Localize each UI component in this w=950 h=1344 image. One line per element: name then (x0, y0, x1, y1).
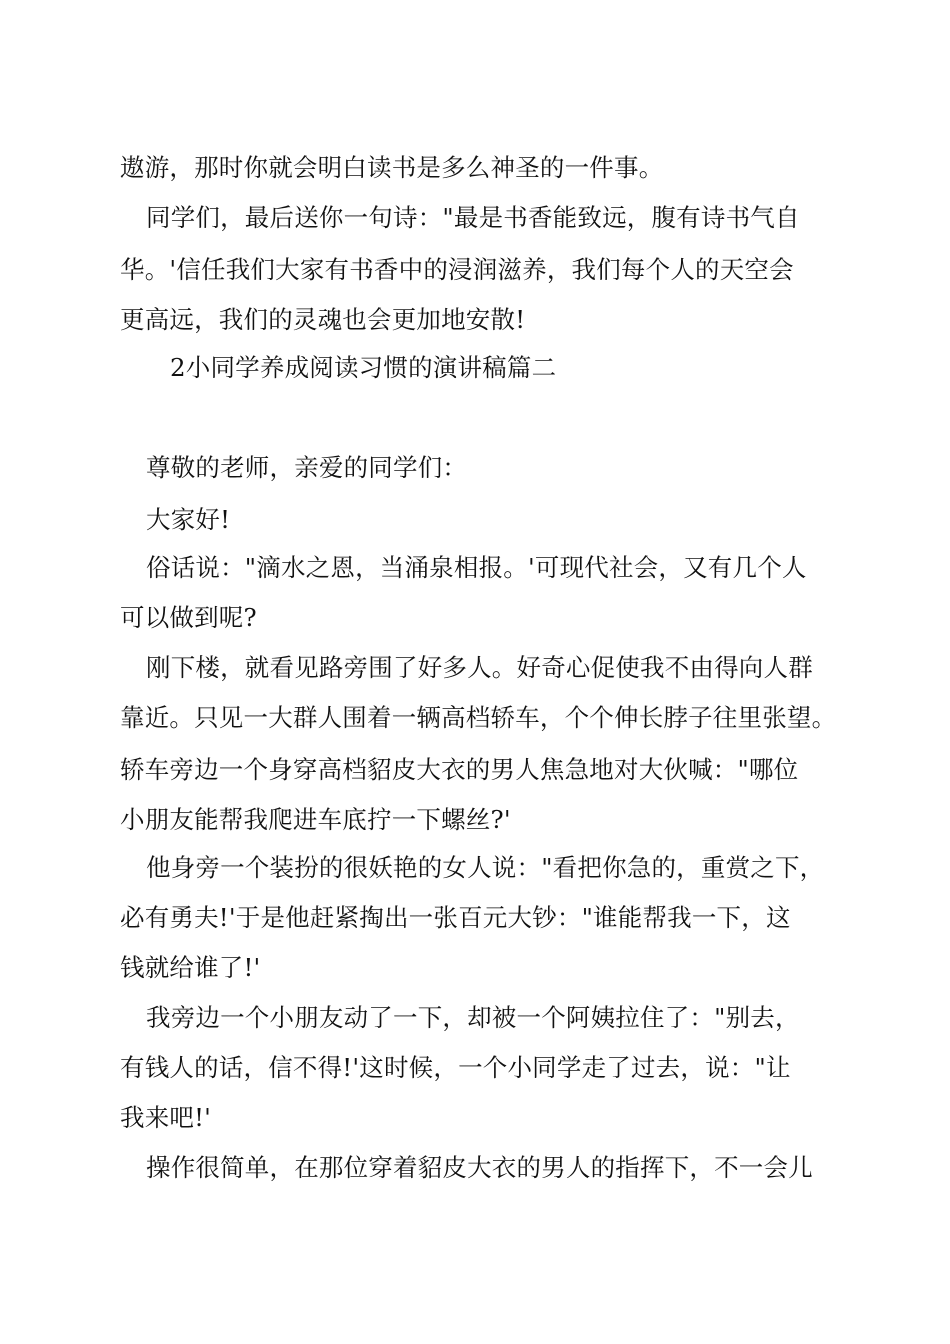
text-line-11: 靠近。只见一大群人围着一辆高档轿车，个个伸长脖子往里张望。 (120, 703, 837, 732)
text-line-16: 钱就给谁了!' (120, 953, 261, 982)
text-line-18: 有钱人的话，信不得!'这时候，一个小同学走了过去，说："让 (120, 1053, 791, 1082)
text-line-10: 刚下楼，就看见路旁围了好多人。好奇心促使我不由得向人群 (146, 653, 813, 682)
text-line-19: 我来吧!' (120, 1103, 212, 1132)
text-line-13: 小朋友能帮我爬进车底拧一下螺丝?' (120, 805, 511, 834)
text-line-17: 我旁边一个小朋友动了一下，却被一个阿姨拉住了："别去， (146, 1003, 800, 1032)
text-line-20: 操作很简单，在那位穿着貂皮大衣的男人的指挥下，不一会儿 (146, 1153, 813, 1182)
hello-line: 大家好! (146, 505, 231, 534)
text-line-12: 轿车旁边一个身穿高档貂皮大衣的男人焦急地对大伙喊："哪位 (120, 755, 799, 784)
text-line-14: 他身旁一个装扮的很妖艳的女人说："看把你急的，重赏之下， (146, 853, 825, 882)
text-line-9: 可以做到呢? (120, 603, 257, 632)
text-line-8: 俗话说："滴水之恩，当涌泉相报。'可现代社会，又有几个人 (146, 553, 807, 582)
section-heading: 2小同学养成阅读习惯的演讲稿篇二 (170, 353, 557, 382)
text-line-4: 更高远，我们的灵魂也会更加地安散! (120, 305, 526, 334)
greeting-line: 尊敬的老师，亲爱的同学们： (146, 453, 468, 482)
text-line-2: 同学们，最后送你一句诗："最是书香能致远，腹有诗书气自 (146, 203, 800, 232)
text-line-1: 遨游，那时你就会明白读书是多么神圣的一件事。 (120, 153, 664, 182)
text-line-3: 华。'信任我们大家有书香中的浸润滋养，我们每个人的天空会 (120, 255, 794, 284)
text-line-15: 必有勇夫!'于是他赶紧掏出一张百元大钞："谁能帮我一下，这 (120, 903, 791, 932)
